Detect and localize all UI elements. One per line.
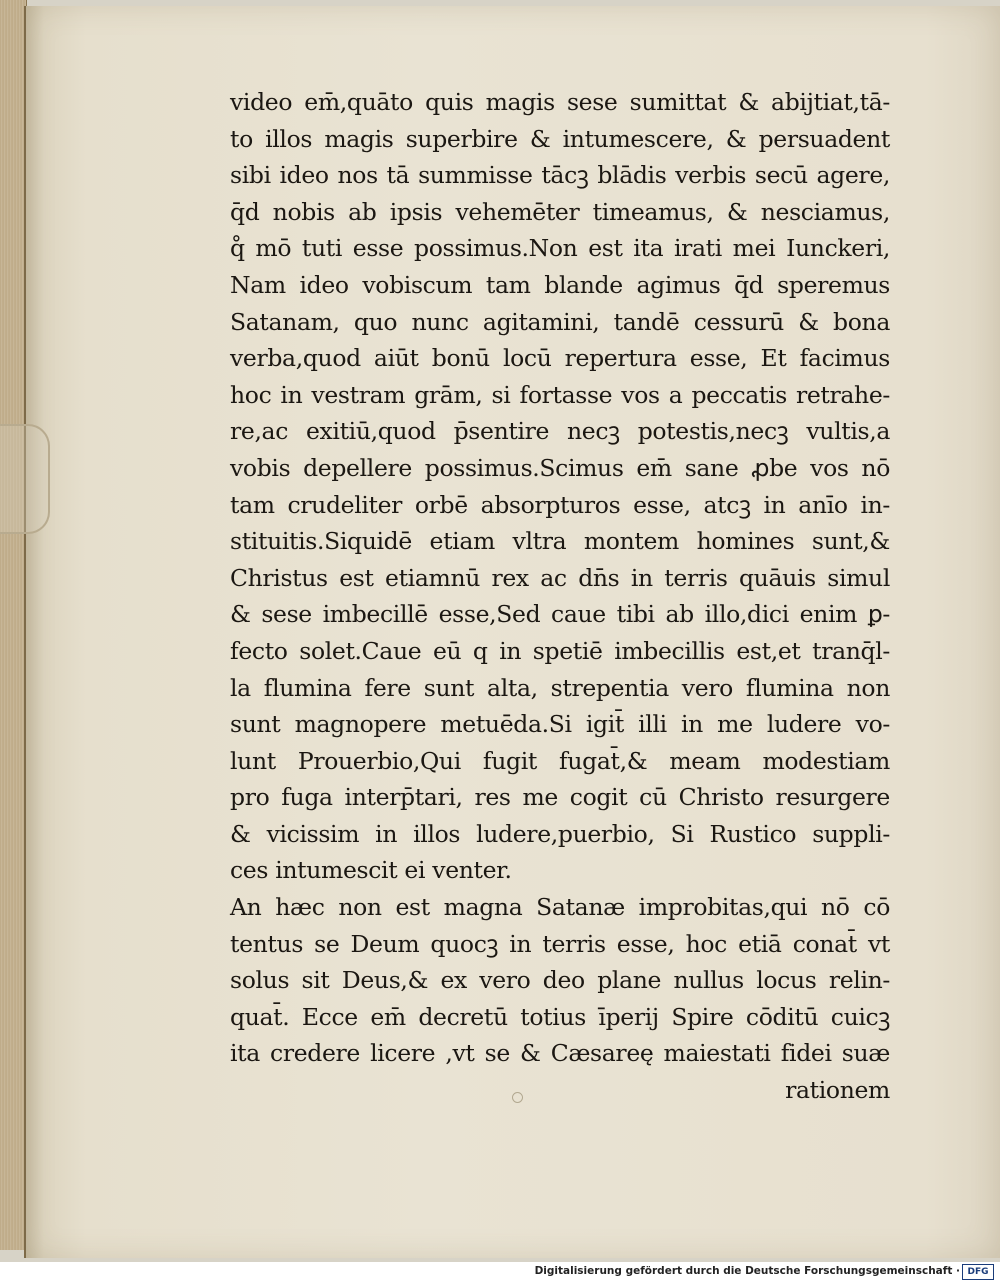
text-line-16: fecto solet.Caue eū q in spetiē imbecillis est,et tranq̄l-: [230, 636, 890, 665]
text-line-8: verba,quod aiūt bonū locū repertura esse, Et facimus: [230, 344, 890, 373]
text-block: [230, 84, 890, 1109]
dfg-logo: [962, 1264, 994, 1280]
text-line-13: stituitis.Siquidē etiam vltra montem homines sunt,&: [230, 527, 890, 556]
dfg-logo-text: DFG: [967, 1267, 989, 1277]
text-line-4: q̄d nobis ab ipsis vehemēter timeamus, & nesciamus,: [230, 197, 890, 226]
text-line-2: to illos magis superbire & intumescere, & persuadent: [230, 124, 890, 153]
text-line-17: la flumina fere sunt alta, strepentia vero flumina non: [230, 673, 890, 702]
text-line-20: pro fuga interp̄tari, res me cogit cū Christo resurgere: [230, 783, 890, 812]
text-line-24: tentus se Deum quocꝫ in terris esse, hoc etiā conat̄ vt: [230, 929, 890, 958]
text-line-1: video em̄,quāto quis magis sese sumittat & abijtiat,tā-: [230, 88, 890, 116]
text-line-11: vobis depellere possimus.Scimus em̄ sane ꝓbe vos nō: [230, 453, 890, 482]
text-line-5: q̊ mō tuti esse possimus.Non est ita irati mei Iunckeri,: [230, 234, 890, 263]
text-line-7: Satanam, quo nunc agitamini, tandē cessurū & bona: [230, 307, 890, 336]
catchword: rationem: [785, 1076, 890, 1105]
clip-mark: [0, 424, 50, 534]
text-line-27: ita credere licere ,vt se & Cæsareę maiestati fidei suæ: [230, 1039, 890, 1068]
footer-credit: Digitalisierung gefördert durch die Deutsche Forschungsgemeinschaft ·: [534, 1265, 960, 1277]
text-line-21: & vicissim in illos ludere,puerbio, Si Rustico suppli-: [230, 819, 890, 848]
text-line-15: & sese imbecillē esse,Sed caue tibi ab illo,dici enim ꝑ-: [230, 600, 890, 629]
text-line-23: An hæc non est magna Satanæ improbitas,qui nō cō: [230, 893, 890, 922]
book-page-edges: [0, 0, 27, 1250]
text-line-9: hoc in vestram grām, si fortasse vos a peccatis retrahe-: [230, 380, 890, 409]
text-line-18: sunt magnopere metuēda.Si igit̄ illi in me ludere vo-: [230, 710, 890, 739]
text-line-3: sibi ideo nos tā summisse tācꝫ blādis verbis secū agere,: [230, 161, 890, 190]
text-line-26: quat̄. Ecce em̄ decretū totius īperij Spire cōditū cuicꝫ: [230, 1002, 890, 1031]
text-line-14: Christus est etiamnū rex ac dn̄s in terris quāuis simul: [230, 563, 890, 592]
text-line-25: solus sit Deus,& ex vero deo plane nullus locus relin-: [230, 966, 890, 995]
text-line-19: lunt Prouerbio,Qui fugit fugat̄,& meam modestiam: [230, 746, 890, 775]
text-line-10: re,ac exitiū,quod p̄sentire necꝫ potestis,necꝫ vultis,a: [230, 417, 890, 446]
text-line-12: tam crudeliter orbē absorpturos esse, atcꝫ in anīo in-: [230, 490, 890, 519]
text-line-6: Nam ideo vobiscum tam blande agimus q̄d speremus: [230, 270, 890, 299]
text-line-22: ces intumescit ei venter.: [230, 856, 512, 885]
